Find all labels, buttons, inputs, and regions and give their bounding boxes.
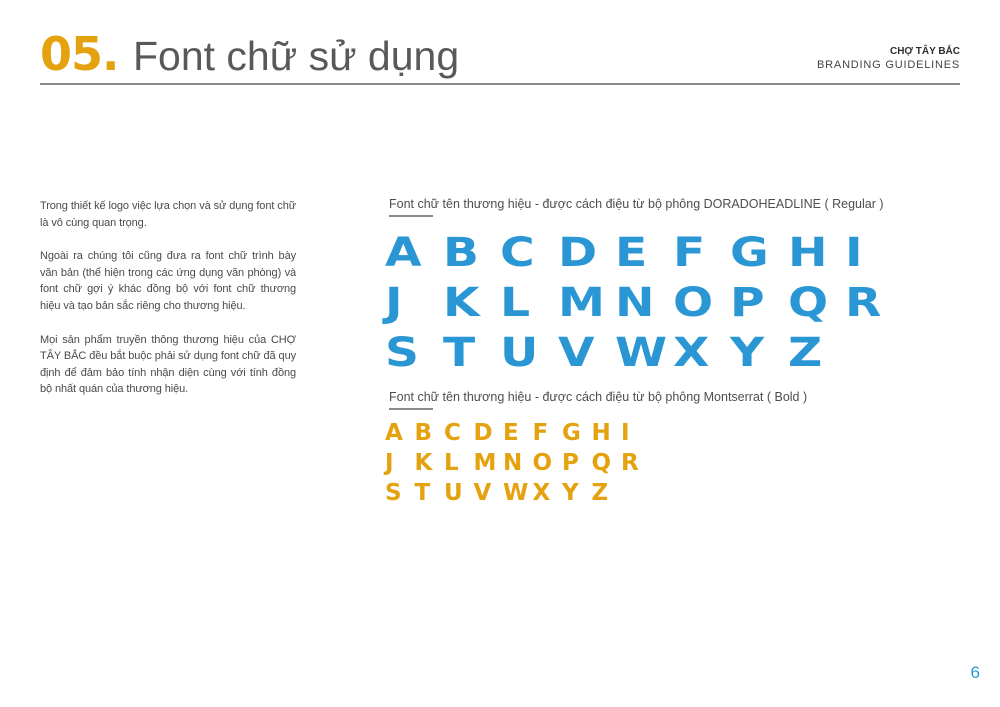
alphabet-letter: M [557, 280, 605, 326]
alphabet-letter: Y [730, 330, 765, 376]
alphabet-row [385, 278, 903, 328]
alphabet-letter: Z [591, 480, 609, 506]
section-title: Font chữ sử dụng [133, 33, 460, 79]
alphabet-letter: G [730, 230, 769, 276]
alphabet-letter: S [385, 330, 419, 376]
alphabet-letter: V [473, 480, 492, 506]
brand-subtitle: BRANDING GUIDELINES [817, 59, 960, 71]
alphabet-letter: K [414, 450, 433, 476]
alphabet-letter: C [500, 230, 535, 276]
alphabet-letter: Z [787, 330, 822, 376]
alphabet-letter: H [787, 230, 828, 276]
intro-paragraph: Ngoài ra chúng tôi cũng đưa ra font chữ trình bày văn bản (thể hiện trong các ứng dụng văn phòng) và font chữ gợi ý khác đồng bộ với font chữ thương hiệu và tạo bản sắc riêng cho thương hiệu. [40, 250, 296, 312]
alphabet-letter: W [615, 330, 668, 376]
alphabet-letter: X [672, 330, 709, 376]
alphabet-letter: M [473, 450, 497, 476]
caption-underline [389, 408, 433, 410]
alphabet-letter: B [442, 230, 479, 276]
alphabet-row [385, 478, 807, 508]
alphabet-letter: R [621, 450, 639, 476]
page-number: 6 [970, 663, 980, 682]
alphabet-letter: U [500, 330, 539, 376]
section-number: 05. [40, 27, 119, 81]
alphabet-letter: I [845, 230, 863, 276]
intro-text [40, 198, 296, 415]
alphabet-letter: I [621, 420, 630, 446]
alphabet-row [385, 328, 903, 378]
alphabet-letter: N [503, 450, 523, 476]
alphabet-row [385, 418, 807, 448]
intro-paragraph: Trong thiết kế logo việc lựa chọn và sử dụng font chữ là vô cùng quan trọng. [40, 200, 296, 229]
alphabet-letter: P [562, 450, 579, 476]
alphabet-letter: L [500, 280, 531, 326]
alphabet-letter: H [591, 420, 611, 446]
alphabet-letter: K [442, 280, 480, 326]
alphabet-letter: Q [787, 280, 828, 326]
header-divider [40, 83, 960, 85]
alphabet-rows [385, 418, 807, 508]
alphabet-letter: S [385, 480, 402, 506]
alphabet-letter: D [473, 420, 493, 446]
alphabet-letter: T [414, 480, 431, 506]
alphabet-letter: V [557, 330, 595, 376]
caption-underline [389, 215, 433, 217]
alphabet-letter: G [562, 420, 581, 446]
brand-block [817, 45, 960, 72]
alphabet-letter: C [444, 420, 461, 446]
alphabet-letter: F [672, 230, 705, 276]
alphabet-letter: A [385, 420, 403, 446]
alphabet-letter: F [532, 420, 549, 446]
intro-paragraph: Mọi sản phẩm truyền thông thương hiệu của CHỢ TÂY BẮC đều bắt buộc phải sử dụng font chữ đã quy định để đảm bảo tính nhận diện cùng với tính đồng bộ nhất quán của thương hiệu. [40, 333, 296, 396]
alphabet-letter: P [730, 280, 765, 326]
alphabet-letter: T [442, 330, 475, 376]
brand-name: CHỢ TÂY BẮC [889, 46, 960, 57]
alphabet-letter: Y [562, 480, 579, 506]
alphabet-letter: B [414, 420, 433, 446]
alphabet-letter: Q [591, 450, 612, 476]
alphabet-letter: U [444, 480, 463, 506]
alphabet-letter: R [845, 280, 882, 326]
alphabet-letter: J [385, 280, 403, 326]
alphabet-letter: W [503, 480, 529, 506]
alphabet-rows [385, 228, 903, 378]
font-sample-caption: Font chữ tên thương hiệu - được cách điệu từ bộ phông DORADOHEADLINE ( Regular ) [389, 197, 884, 211]
alphabet-letter: N [615, 280, 655, 326]
alphabet-letter: D [557, 230, 597, 276]
alphabet-letter: J [385, 450, 394, 476]
font-sample-montserrat [385, 389, 807, 508]
font-sample-caption: Font chữ tên thương hiệu - được cách điệu từ bộ phông Montserrat ( Bold ) [389, 390, 808, 404]
alphabet-letter: L [444, 450, 459, 476]
alphabet-row [385, 228, 903, 278]
alphabet-letter: X [532, 480, 551, 506]
alphabet-letter: E [615, 230, 648, 276]
alphabet-row [385, 448, 807, 478]
alphabet-letter: O [672, 280, 713, 326]
alphabet-letter: E [503, 420, 519, 446]
alphabet-letter: A [385, 230, 422, 276]
alphabet-letter: O [532, 450, 553, 476]
font-sample-doradoheadline [385, 196, 903, 378]
